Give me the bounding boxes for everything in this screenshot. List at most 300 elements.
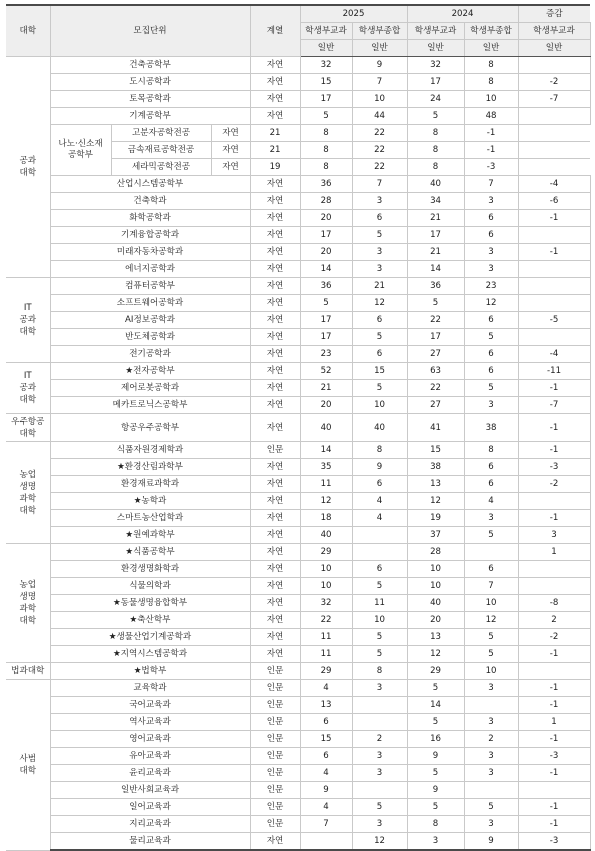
table-row [6,74,590,91]
value-cell: -7 [518,397,590,414]
track-cell: 인문 [250,816,300,833]
value-cell: 6 [464,561,518,578]
track-cell: 인문 [250,680,300,697]
value-cell: 40 [352,414,407,442]
value-cell: 5 [407,108,464,125]
table-row [6,278,590,295]
value-cell: 10 [407,578,464,595]
unit-name: 건축공학부 [50,57,250,74]
track-cell: 인문 [250,663,300,680]
unit-name: 물리교육과 [50,833,250,851]
value-cell: -5 [518,312,590,329]
track-cell: 자연 [250,414,300,442]
value-cell: 3 [464,816,518,833]
table-row [6,714,590,731]
unit-name: 제어로봇공학과 [50,380,250,397]
value-cell: -2 [518,74,590,91]
header-type: 학생부종합 [352,23,407,40]
value-cell: 1 [518,714,590,731]
unit-name: 도시공학과 [50,74,250,91]
value-cell [518,493,590,510]
value-cell: 7 [464,176,518,193]
table-row [6,210,590,227]
value-cell: 8 [464,57,518,74]
college-name: 농업 생명 과학 대학 [6,442,50,544]
value-cell: 28 [407,544,464,561]
value-cell [464,544,518,561]
value-cell: 17 [300,91,352,108]
value-cell: 5 [300,108,352,125]
table-row [6,397,590,414]
value-cell: 7 [352,74,407,91]
table-row [6,493,590,510]
table-row [6,646,590,663]
table-row [6,629,590,646]
value-cell: 1 [518,544,590,561]
value-cell: 4 [300,799,352,816]
unit-name: ★원예과학부 [50,527,250,544]
value-cell: 5 [352,227,407,244]
unit-name: ★지역시스템공학과 [50,646,250,663]
table-row [6,765,590,782]
table-row [6,108,590,125]
value-cell: -2 [518,476,590,493]
value-cell: -11 [518,363,590,380]
unit-name: 일어교육과 [50,799,250,816]
value-cell: 44 [352,108,407,125]
admission-table [6,4,590,851]
value-cell: 20 [407,612,464,629]
unit-name: 환경재료과학과 [50,476,250,493]
value-cell: 22 [407,380,464,397]
header-change: 증감 [518,5,590,23]
track-cell: 인문 [250,714,300,731]
unit-name: ★농학과 [50,493,250,510]
value-cell: 40 [300,527,352,544]
table-row [6,578,590,595]
header-university: 대학 [6,5,50,57]
value-cell: 17 [407,74,464,91]
value-cell: 29 [407,663,464,680]
value-cell: 3 [464,510,518,527]
value-cell: 3 [518,527,590,544]
value-cell: 21 [300,380,352,397]
unit-name: 세라믹공학전공 [111,159,211,176]
table-row [6,227,590,244]
value-cell: -2 [518,629,590,646]
value-cell: 17 [300,312,352,329]
unit-name: 산업시스템공학부 [50,176,250,193]
value-cell: 3 [464,714,518,731]
value-cell: 20 [300,210,352,227]
value-cell [464,782,518,799]
value-cell [518,108,590,125]
value-cell: 8 [464,442,518,459]
header-type: 학생부교과 [407,23,464,40]
value-cell: 10 [300,578,352,595]
value-cell: 28 [300,193,352,210]
value-cell: -1 [518,680,590,697]
value-cell: 3 [464,193,518,210]
table-row [6,527,590,544]
value-cell: 5 [352,329,407,346]
value-cell: 17 [300,329,352,346]
value-cell: 32 [407,57,464,74]
track-cell: 자연 [250,74,300,91]
value-cell: 3 [352,680,407,697]
unit-name: 미래자동차공학과 [50,244,250,261]
track-cell: 자연 [250,329,300,346]
track-cell: 자연 [250,544,300,561]
value-cell: 6 [352,561,407,578]
value-cell [300,833,352,851]
value-cell: 5 [407,295,464,312]
value-cell: 29 [300,544,352,561]
track-cell: 자연 [250,57,300,74]
value-cell: -1 [518,380,590,397]
value-cell: 12 [300,493,352,510]
header-year-2025: 2025 [300,5,407,23]
value-cell: 5 [300,295,352,312]
table-row [6,731,590,748]
unit-name: 국어교육과 [50,697,250,714]
unit-name: 메카트로닉스공학부 [50,397,250,414]
value-cell: 9 [352,459,407,476]
value-cell: 19 [250,159,300,176]
track-cell: 자연 [250,578,300,595]
value-cell: 5 [464,629,518,646]
unit-name: 기계공학부 [50,108,250,125]
value-cell: 23 [464,278,518,295]
value-cell: 4 [352,493,407,510]
track-cell: 자연 [211,159,250,176]
value-cell: -1 [518,414,590,442]
value-cell: 5 [464,646,518,663]
value-cell: 20 [300,244,352,261]
value-cell: 10 [352,397,407,414]
value-cell: -1 [464,142,518,159]
value-cell: 12 [407,646,464,663]
track-cell: 자연 [250,561,300,578]
table-row [6,176,590,193]
value-cell: 18 [300,510,352,527]
track-cell: 자연 [250,210,300,227]
value-cell [518,295,590,312]
value-cell: 23 [300,346,352,363]
value-cell: 6 [464,459,518,476]
value-cell: 13 [300,697,352,714]
value-cell: 9 [300,782,352,799]
value-cell: -1 [518,646,590,663]
unit-name: 식물의학과 [50,578,250,595]
track-cell: 자연 [250,295,300,312]
value-cell: 5 [464,380,518,397]
table-row [6,748,590,765]
table-row [6,510,590,527]
value-cell: 8 [352,663,407,680]
value-cell: -1 [518,697,590,714]
value-cell: 3 [464,680,518,697]
unit-name: 기계융합공학과 [50,227,250,244]
value-cell [518,578,590,595]
table-row [6,380,590,397]
value-cell: 36 [407,278,464,295]
value-cell: 24 [407,91,464,108]
value-cell: 36 [300,176,352,193]
value-cell: 12 [352,295,407,312]
college-name: 우주항공 대학 [6,414,50,442]
track-cell: 자연 [250,108,300,125]
value-cell: 13 [407,476,464,493]
value-cell: 6 [352,476,407,493]
track-cell: 자연 [250,346,300,363]
value-cell: 12 [352,833,407,851]
value-cell: 19 [407,510,464,527]
value-cell: 32 [300,57,352,74]
header-subtype: 일반 [464,40,518,57]
unit-name: ★동물생명융합학부 [50,595,250,612]
value-cell: 48 [464,108,518,125]
value-cell: 2 [464,731,518,748]
value-cell: 22 [407,312,464,329]
unit-name: 윤리교육과 [50,765,250,782]
track-cell: 인문 [250,748,300,765]
track-cell: 자연 [250,278,300,295]
value-cell: 7 [352,176,407,193]
value-cell: -3 [518,748,590,765]
track-cell: 자연 [211,142,250,159]
table-row [6,363,590,380]
value-cell: 9 [407,782,464,799]
value-cell: 14 [407,697,464,714]
value-cell: 15 [300,74,352,91]
value-cell: 5 [407,799,464,816]
header-type: 학생부종합 [464,23,518,40]
value-cell: 8 [300,142,352,159]
unit-name: ★축산학부 [50,612,250,629]
value-cell: 10 [407,561,464,578]
value-cell: 6 [464,346,518,363]
value-cell: 21 [407,244,464,261]
value-cell [352,544,407,561]
value-cell [352,782,407,799]
value-cell: 6 [300,748,352,765]
value-cell: 8 [300,159,352,176]
value-cell: 5 [352,578,407,595]
track-cell: 자연 [250,527,300,544]
value-cell: 9 [352,57,407,74]
value-cell [518,329,590,346]
header-subtype: 일반 [300,40,352,57]
value-cell: 2 [352,731,407,748]
value-cell: 4 [352,510,407,527]
table-row [6,782,590,799]
value-cell: 15 [407,442,464,459]
value-cell: 12 [464,612,518,629]
unit-name: 전기공학과 [50,346,250,363]
unit-name: 항공우주공학부 [50,414,250,442]
value-cell: 5 [464,799,518,816]
value-cell: 22 [352,125,407,142]
value-cell: 40 [407,595,464,612]
value-cell [518,278,590,295]
college-name: 농업 생명 과학 대학 [6,544,50,663]
value-cell: 3 [352,193,407,210]
track-cell: 자연 [211,125,250,142]
value-cell [518,142,590,159]
value-cell: 15 [352,363,407,380]
table-header [6,5,590,57]
track-cell: 자연 [250,646,300,663]
value-cell: -1 [518,210,590,227]
value-cell: 41 [407,414,464,442]
track-cell: 인문 [250,782,300,799]
track-cell: 자연 [250,380,300,397]
value-cell: 11 [352,595,407,612]
value-cell: 40 [407,176,464,193]
unit-name: 에너지공학과 [50,261,250,278]
value-cell [464,697,518,714]
table-row [6,442,590,459]
track-cell: 자연 [250,459,300,476]
value-cell: 6 [464,312,518,329]
value-cell: 21 [407,210,464,227]
value-cell: 17 [300,227,352,244]
value-cell [352,714,407,731]
value-cell: 5 [464,527,518,544]
table-row [6,244,590,261]
track-cell: 자연 [250,244,300,261]
value-cell: 4 [300,765,352,782]
unit-name: ★식품공학부 [50,544,250,561]
value-cell: 11 [300,646,352,663]
value-cell: 63 [407,363,464,380]
header-unit: 모집단위 [50,5,250,57]
unit-name: ★생물산업기계공학과 [50,629,250,646]
track-cell: 자연 [250,595,300,612]
table-row [6,329,590,346]
value-cell: 17 [407,227,464,244]
value-cell: 6 [464,363,518,380]
unit-name: 영어교육과 [50,731,250,748]
value-cell: 10 [464,663,518,680]
track-cell: 인문 [250,442,300,459]
unit-name: 스마트농산업학과 [50,510,250,527]
value-cell: -1 [518,799,590,816]
value-cell: -6 [518,193,590,210]
value-cell: 2 [518,612,590,629]
header-subtype: 일반 [352,40,407,57]
table-row [6,697,590,714]
value-cell: 8 [407,125,464,142]
track-cell: 자연 [250,176,300,193]
table-row [6,561,590,578]
unit-name: ★환경산림과학부 [50,459,250,476]
value-cell: 4 [300,680,352,697]
value-cell: 11 [300,629,352,646]
table-row [6,414,590,442]
value-cell: 6 [300,714,352,731]
value-cell [518,261,590,278]
value-cell: 27 [407,397,464,414]
value-cell: 9 [464,833,518,851]
value-cell: 11 [300,476,352,493]
unit-name: 컴퓨터공학부 [50,278,250,295]
table-row [6,595,590,612]
track-cell: 자연 [250,476,300,493]
track-cell: 자연 [250,612,300,629]
college-name: IT 공과 대학 [6,363,50,414]
value-cell: 8 [300,125,352,142]
track-cell: 인문 [250,765,300,782]
table-row [6,459,590,476]
table-row [6,193,590,210]
value-cell: 14 [407,261,464,278]
college-name: 사범 대학 [6,680,50,851]
value-cell [518,227,590,244]
table-row [6,57,590,74]
value-cell: 15 [300,731,352,748]
value-cell: 32 [300,595,352,612]
unit-name: 지리교육과 [50,816,250,833]
value-cell: -4 [518,176,590,193]
unit-name: 반도체공학과 [50,329,250,346]
college-name: 공과 대학 [6,57,50,278]
value-cell: -1 [518,816,590,833]
value-cell: 5 [464,329,518,346]
value-cell: 40 [300,414,352,442]
value-cell: 3 [464,748,518,765]
value-cell: 6 [352,346,407,363]
track-cell: 자연 [250,91,300,108]
value-cell: -1 [518,442,590,459]
value-cell: 14 [300,442,352,459]
unit-name: 고분자공학전공 [111,125,211,142]
value-cell: 10 [464,595,518,612]
value-cell: 5 [407,680,464,697]
value-cell: -1 [518,765,590,782]
unit-name: AI정보공학과 [50,312,250,329]
value-cell: -1 [518,510,590,527]
value-cell: 7 [464,578,518,595]
header-track: 계열 [250,5,300,57]
value-cell: 10 [464,91,518,108]
unit-name: 역사교육과 [50,714,250,731]
value-cell: 21 [250,125,300,142]
track-cell: 자연 [250,312,300,329]
track-cell: 자연 [250,510,300,527]
value-cell: 9 [407,748,464,765]
value-cell: -8 [518,595,590,612]
unit-name: 토목공학과 [50,91,250,108]
value-cell: -1 [518,244,590,261]
track-cell: 자연 [250,227,300,244]
value-cell: 6 [352,210,407,227]
track-cell: 자연 [250,493,300,510]
value-cell: 6 [464,476,518,493]
value-cell: 36 [300,278,352,295]
value-cell [518,125,590,142]
value-cell: 12 [407,493,464,510]
track-cell: 자연 [250,261,300,278]
value-cell: 10 [352,91,407,108]
value-cell: 8 [407,159,464,176]
track-cell: 자연 [250,193,300,210]
value-cell: 13 [407,629,464,646]
value-cell: 14 [300,261,352,278]
value-cell: 22 [352,159,407,176]
value-cell: 21 [250,142,300,159]
